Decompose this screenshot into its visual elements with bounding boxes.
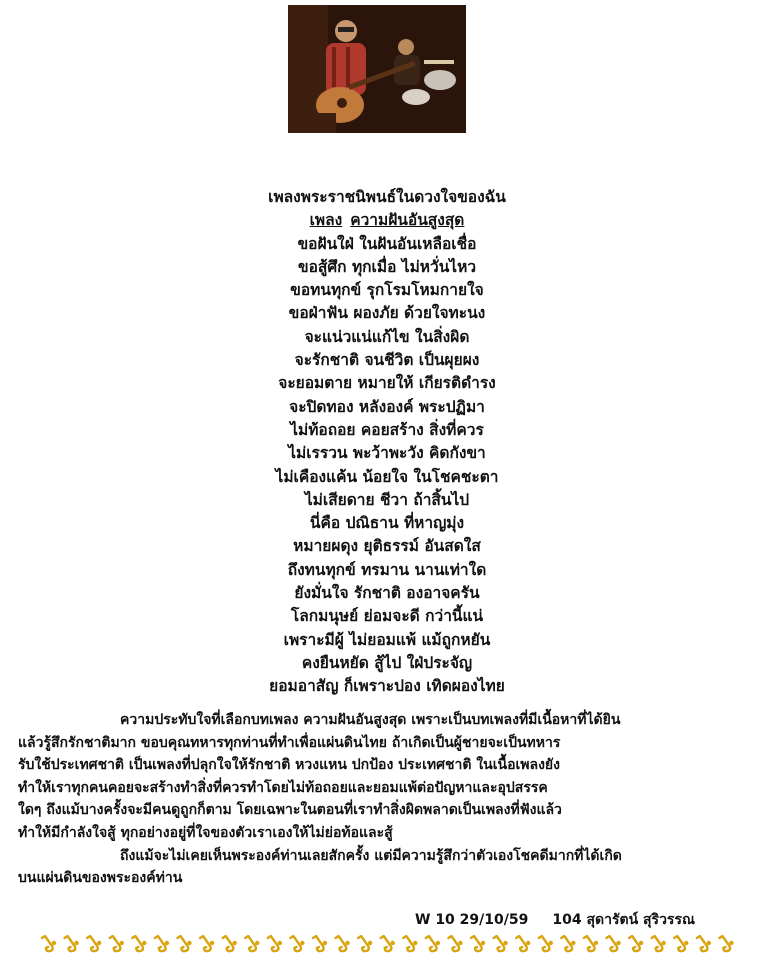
poem-line: ขอฝ่าฟัน ผองภัย ด้วยใจทะนง — [288, 304, 486, 323]
saxophone-icon — [155, 936, 169, 951]
saxophone-icon — [448, 936, 462, 951]
saxophone-icon — [110, 936, 124, 951]
saxophone-icon — [177, 936, 191, 951]
signature — [415, 909, 695, 931]
poem-line: ขอทนทุกข์ รุกโรมโหมกายใจ — [290, 281, 484, 300]
saxophone-icon — [381, 936, 395, 951]
saxophone-icon — [268, 936, 282, 951]
class-date: W 10 29/10/59 — [415, 912, 529, 928]
king-guitar-photo — [288, 5, 466, 133]
song-title — [0, 209, 774, 232]
poem-line: คงยืนหยัด สู้ไป ใฝ่ประจัญ — [301, 653, 473, 672]
poem-line: ถึงทนทุกข์ ทรมาน นานเท่าใด — [287, 560, 487, 579]
poem-line: ยอมอาสัญ ก็เพราะปอง เทิดผองไทย — [269, 677, 505, 696]
saxophone-border — [38, 935, 738, 953]
saxophone-icon — [87, 936, 101, 951]
poem-line: ไม่เสียดาย ชีวา ถ้าสิ้นไป — [304, 490, 470, 509]
saxophone-icon — [290, 936, 304, 951]
saxophone-icon — [561, 936, 575, 951]
saxophone-icon — [539, 936, 553, 951]
poem-heading: เพลงพระราชนิพนธ์ในดวงใจของฉัน — [268, 188, 506, 206]
essay-block — [18, 709, 720, 890]
saxophone-icon — [336, 936, 350, 951]
saxophone-icon — [607, 936, 621, 951]
song-label: เพลง — [309, 211, 343, 230]
essay-line: บนแผ่นดินของพระองค์ท่าน — [18, 870, 183, 887]
saxophone-icon — [313, 936, 327, 951]
saxophone-icon — [42, 936, 56, 951]
saxophone-icon — [471, 936, 485, 951]
essay-line: ความประทับใจที่เลือกบทเพลง ความฝันอันสูงสุด เพราะเป็นบทเพลงที่มีเนื้อหาที่ได้ยิน — [120, 712, 621, 728]
saxophone-icon — [358, 936, 372, 951]
poem-line: โลกมนุษย์ ย่อมจะดี กว่านี้แน่ — [290, 607, 484, 626]
poem-line: นี่คือ ปณิธาน ที่หาญมุ่ง — [309, 514, 465, 533]
poem-line: จะแน่วแน่แก้ไข ในสิ่งผิด — [304, 327, 470, 346]
essay-line: ใดๆ ถึงแม้บางครั้งจะมีคนดูถูกก็ตาม โดยเฉพาะในตอนที่เราทำสิ่งผิดพลาดเป็นเพลงที่ฟังแล้ว — [18, 802, 562, 819]
poem-line: ขอฝันใฝ่ ในฝันอันเหลือเชื่อ — [297, 234, 477, 253]
poem-line: เพราะมีผู้ ไม่ยอมแพ้ แม้ถูกหยัน — [283, 630, 491, 649]
saxophone-icon — [584, 936, 598, 951]
saxophone-icon — [426, 936, 440, 951]
saxophone-icon — [65, 936, 79, 951]
poem-line: ไม่เรรวน พะว้าพะวัง คิดกังขา — [288, 444, 486, 463]
student-name: 104 สุดารัตน์ สุริวรรณ — [552, 912, 695, 928]
saxophone-icon — [629, 936, 643, 951]
photo-frame — [288, 5, 466, 157]
saxophone-icon — [132, 936, 146, 951]
photo-illustration — [288, 5, 466, 133]
saxophone-icon — [200, 936, 214, 951]
saxophone-icon — [719, 936, 733, 951]
saxophone-icon — [652, 936, 666, 951]
poem-line: จะปิดทอง หลังองค์ พระปฏิมา — [289, 397, 485, 416]
essay-line: แล้วรู้สึกรักชาติมาก ขอบคุณทหารทุกท่านที่ทำเพื่อแผ่นดินไทย ถ้าเกิดเป็นผู้ชายจะเป็นทหาร — [18, 734, 561, 751]
essay-line: ทำให้มีกำลังใจสู้ ทุกอย่างอยู่ที่ใจของตัวเราเองให้ไม่ย่อท้อและสู้ — [18, 824, 393, 841]
saxophone-icon — [674, 936, 688, 951]
saxophone-icon — [403, 936, 417, 951]
saxophone-icon — [516, 936, 530, 951]
saxophone-icon — [245, 936, 259, 951]
essay-line: ถึงแม้จะไม่เคยเห็นพระองค์ท่านเลยสักครั้ง แต่มีความรู้สึกว่าตัวเองโชคดีมากที่ได้เกิด — [120, 847, 622, 864]
poem-line: ขอสู้ศึก ทุกเมื่อ ไม่หวั่นไหว — [297, 257, 477, 276]
poem-block — [0, 186, 774, 699]
saxophone-icon — [223, 936, 237, 951]
saxophone-icon — [697, 936, 711, 951]
essay-line: รับใช้ประเทศชาติ เป็นเพลงที่ปลุกใจให้รักชาติ หวงแหน ปกป้อง ประเทศชาติ ในเนื้อเพลงยัง — [18, 757, 560, 774]
essay-line: ทำให้เราทุกคนคอยจะสร้างทำสิ่งที่ควรทำโดยไม่ท้อถอยและยอมแพ้ต่อปัญหาและอุปสรรค — [18, 779, 548, 796]
poem-line: ยังมั่นใจ รักชาติ องอาจครัน — [294, 584, 480, 603]
poem-line: ไม่ท้อถอย คอยสร้าง สิ่งที่ควร — [290, 420, 484, 439]
poem-line: หมายผดุง ยุติธรรม์ อันสดใส — [293, 537, 481, 556]
poem-line: จะยอมตาย หมายให้ เกียรติดำรง — [278, 374, 496, 393]
poem-line: ไม่เคืองแค้น น้อยใจ ในโชคชะตา — [275, 467, 499, 486]
song-name: ความฝันอันสูงสุด — [350, 211, 465, 230]
poem-line: จะรักชาติ จนชีวิต เป็นผุยผง — [294, 351, 480, 370]
saxophone-icon — [494, 936, 508, 951]
